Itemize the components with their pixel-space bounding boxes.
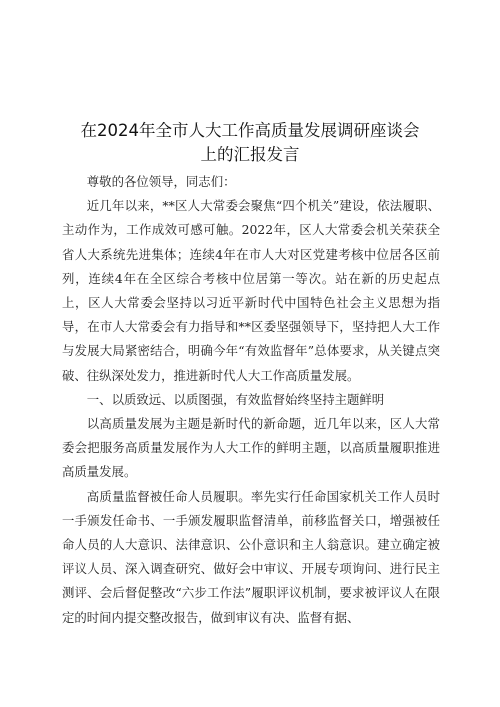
greeting: 尊敬的各位领导，同志们： [86, 174, 236, 189]
paragraph-supervision: 高质量监督被任命人员履职。率先实行任命国家机关工作人员时一手颁发任命书、一手颁发履职监督清单，前移监督关口，增强被任命人员的人大意识、法律意识、公仆意识和主人翁意识。建立确定被评议人员、深入调查研究、做好会中审议、开展专项询问、进行民主测评、会后督促整改“六步工作法”履职评议机制，要求被评议人在限定的时间内提交整改报告，做到审议有决、监督有据、 [62, 488, 440, 625]
document-title-line-2: 上的汇报发言 [200, 145, 300, 164]
paragraph-intro: 近几年以来，**区人大常委会聚焦“四个机关”建设，依法履职、主动作为，工作成效可感可触。2022年，区人大常委会机关荣获全省人大系统先进集体；连续4年在市人大对区党建考核中位居各区前列，连续4年在全区综合考核中位居第一等次。站在新的历史起点上，区人大常委会坚持以习近平新时代中国特色社会主义思想为指导，在市人大常委会有力指导和**区委坚强领导下，坚持把人大工作与发展大局紧密结合，明确今年“有效监督年”总体要求，从关键点突破、往纵深处发力，推进新时代人大工作高质量发展。 [62, 198, 440, 383]
paragraph-theme: 以高质量发展为主题是新时代的新命题，近几年以来，区人大常委会把服务高质量发展作为人大工作的鲜明主题，以高质量履职推进高质量发展。 [62, 416, 440, 480]
document-body [62, 170, 440, 630]
section-heading-1: 一、以质致远、以质图强，有效监督始终坚持主题鲜明 [86, 391, 385, 407]
document-title-line-1: 在2024年全市人大工作高质量发展调研座谈会 [80, 121, 420, 140]
